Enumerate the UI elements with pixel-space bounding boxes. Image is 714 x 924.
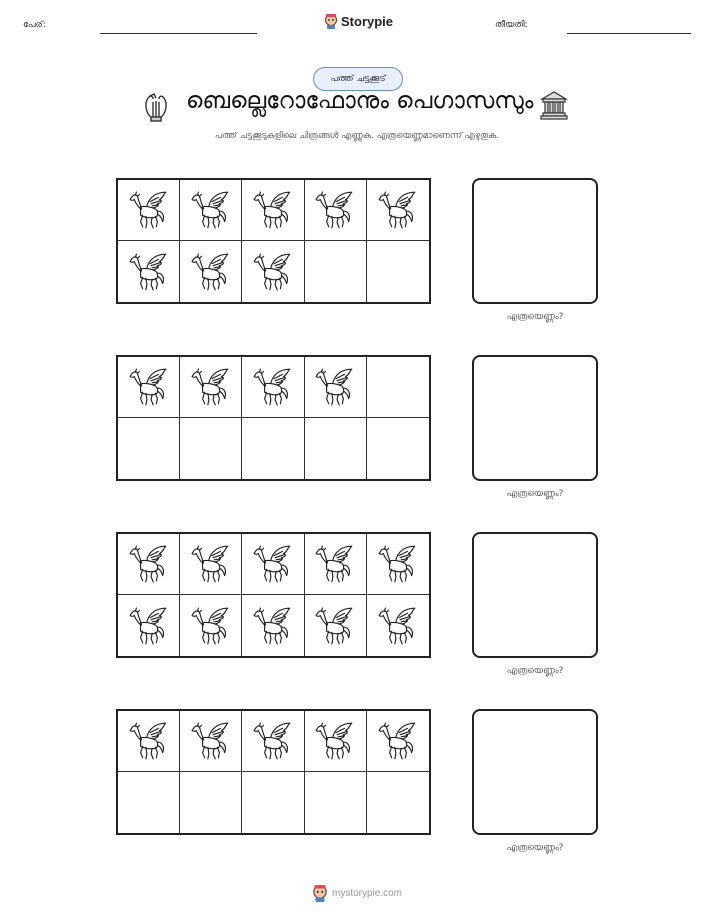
pegasus-icon [128, 251, 170, 293]
filled-cell [305, 534, 367, 595]
pegasus-icon [128, 605, 170, 647]
pegasus-icon [252, 605, 294, 647]
date-write-line[interactable] [567, 33, 691, 34]
pegasus-icon [128, 720, 170, 762]
filled-cell [180, 595, 242, 656]
filled-cell [118, 595, 180, 656]
filled-cell [180, 711, 242, 772]
filled-cell [242, 180, 304, 241]
filled-cell [242, 241, 304, 302]
lyre-icon [142, 92, 170, 124]
filled-cell [367, 595, 429, 656]
empty-cell [305, 241, 367, 302]
filled-cell [242, 595, 304, 656]
empty-cell [367, 241, 429, 302]
filled-cell [305, 711, 367, 772]
storypie-logo-icon [312, 884, 328, 902]
name-label: പേര്: [23, 20, 46, 30]
filled-cell [367, 711, 429, 772]
count-question-label: എത്രയെണ്ണം? [506, 843, 564, 853]
empty-cell [305, 418, 367, 479]
pegasus-icon [128, 189, 170, 231]
answer-box[interactable] [472, 532, 598, 658]
answer-box[interactable] [472, 709, 598, 835]
greek-temple-icon [540, 90, 568, 120]
brand [324, 13, 393, 29]
filled-cell [118, 241, 180, 302]
header [0, 0, 714, 50]
pegasus-icon [128, 543, 170, 585]
pegasus-icon [190, 543, 232, 585]
pegasus-icon [377, 720, 419, 762]
empty-cell [242, 772, 304, 833]
pegasus-icon [314, 605, 356, 647]
ten-frame [116, 178, 431, 304]
filled-cell [180, 357, 242, 418]
footer [0, 884, 714, 902]
count-question-label: എത്രയെണ്ണം? [506, 312, 564, 322]
storypie-logo-icon [324, 13, 338, 29]
empty-cell [118, 418, 180, 479]
brand-name: Storypie [341, 13, 394, 29]
filled-cell [367, 534, 429, 595]
pegasus-icon [190, 189, 232, 231]
pegasus-icon [314, 543, 356, 585]
pegasus-icon [314, 720, 356, 762]
empty-cell [180, 772, 242, 833]
filled-cell [305, 357, 367, 418]
instructions: പത്ത് ചട്ടക്കൂടുകളിലെ ചിത്രങ്ങൾ എണ്ണുക. എത്രയെണ്ണമാണെന്ന് എഴുതുക. [214, 131, 500, 141]
filled-cell [180, 180, 242, 241]
ten-frame [116, 532, 431, 658]
date-label: തീയതി: [495, 20, 528, 30]
filled-cell [180, 534, 242, 595]
empty-cell [367, 772, 429, 833]
filled-cell [118, 357, 180, 418]
pegasus-icon [252, 720, 294, 762]
worksheet-type-badge: പത്ത് ചട്ടക്കൂട് [313, 67, 403, 91]
filled-cell [305, 595, 367, 656]
empty-cell [118, 772, 180, 833]
filled-cell [242, 711, 304, 772]
pegasus-icon [190, 605, 232, 647]
pegasus-icon [377, 543, 419, 585]
count-question-label: എത്രയെണ്ണം? [506, 489, 564, 499]
filled-cell [118, 711, 180, 772]
pegasus-icon [252, 543, 294, 585]
ten-frame-row [0, 178, 714, 338]
filled-cell [118, 180, 180, 241]
filled-cell [180, 241, 242, 302]
filled-cell [305, 180, 367, 241]
page-title: ബെല്ലെറോഫോനും പെഗാസസും [186, 88, 534, 114]
ten-frame-row [0, 532, 714, 692]
empty-cell [305, 772, 367, 833]
pegasus-icon [190, 251, 232, 293]
pegasus-icon [252, 189, 294, 231]
footer-url[interactable]: mystorypie.com [331, 887, 402, 899]
filled-cell [118, 534, 180, 595]
ten-frame [116, 355, 431, 481]
ten-frame [116, 709, 431, 835]
answer-box[interactable] [472, 178, 598, 304]
pegasus-icon [314, 366, 356, 408]
empty-cell [367, 418, 429, 479]
pegasus-icon [128, 366, 170, 408]
filled-cell [242, 534, 304, 595]
answer-box[interactable] [472, 355, 598, 481]
pegasus-icon [190, 720, 232, 762]
empty-cell [242, 418, 304, 479]
pegasus-icon [252, 251, 294, 293]
filled-cell [242, 357, 304, 418]
empty-cell [180, 418, 242, 479]
ten-frame-row [0, 355, 714, 515]
pegasus-icon [252, 366, 294, 408]
filled-cell [367, 180, 429, 241]
pegasus-icon [377, 189, 419, 231]
empty-cell [367, 357, 429, 418]
pegasus-icon [377, 605, 419, 647]
ten-frame-row [0, 709, 714, 869]
name-write-line[interactable] [100, 33, 257, 34]
pegasus-icon [314, 189, 356, 231]
count-question-label: എത്രയെണ്ണം? [506, 666, 564, 676]
pegasus-icon [190, 366, 232, 408]
